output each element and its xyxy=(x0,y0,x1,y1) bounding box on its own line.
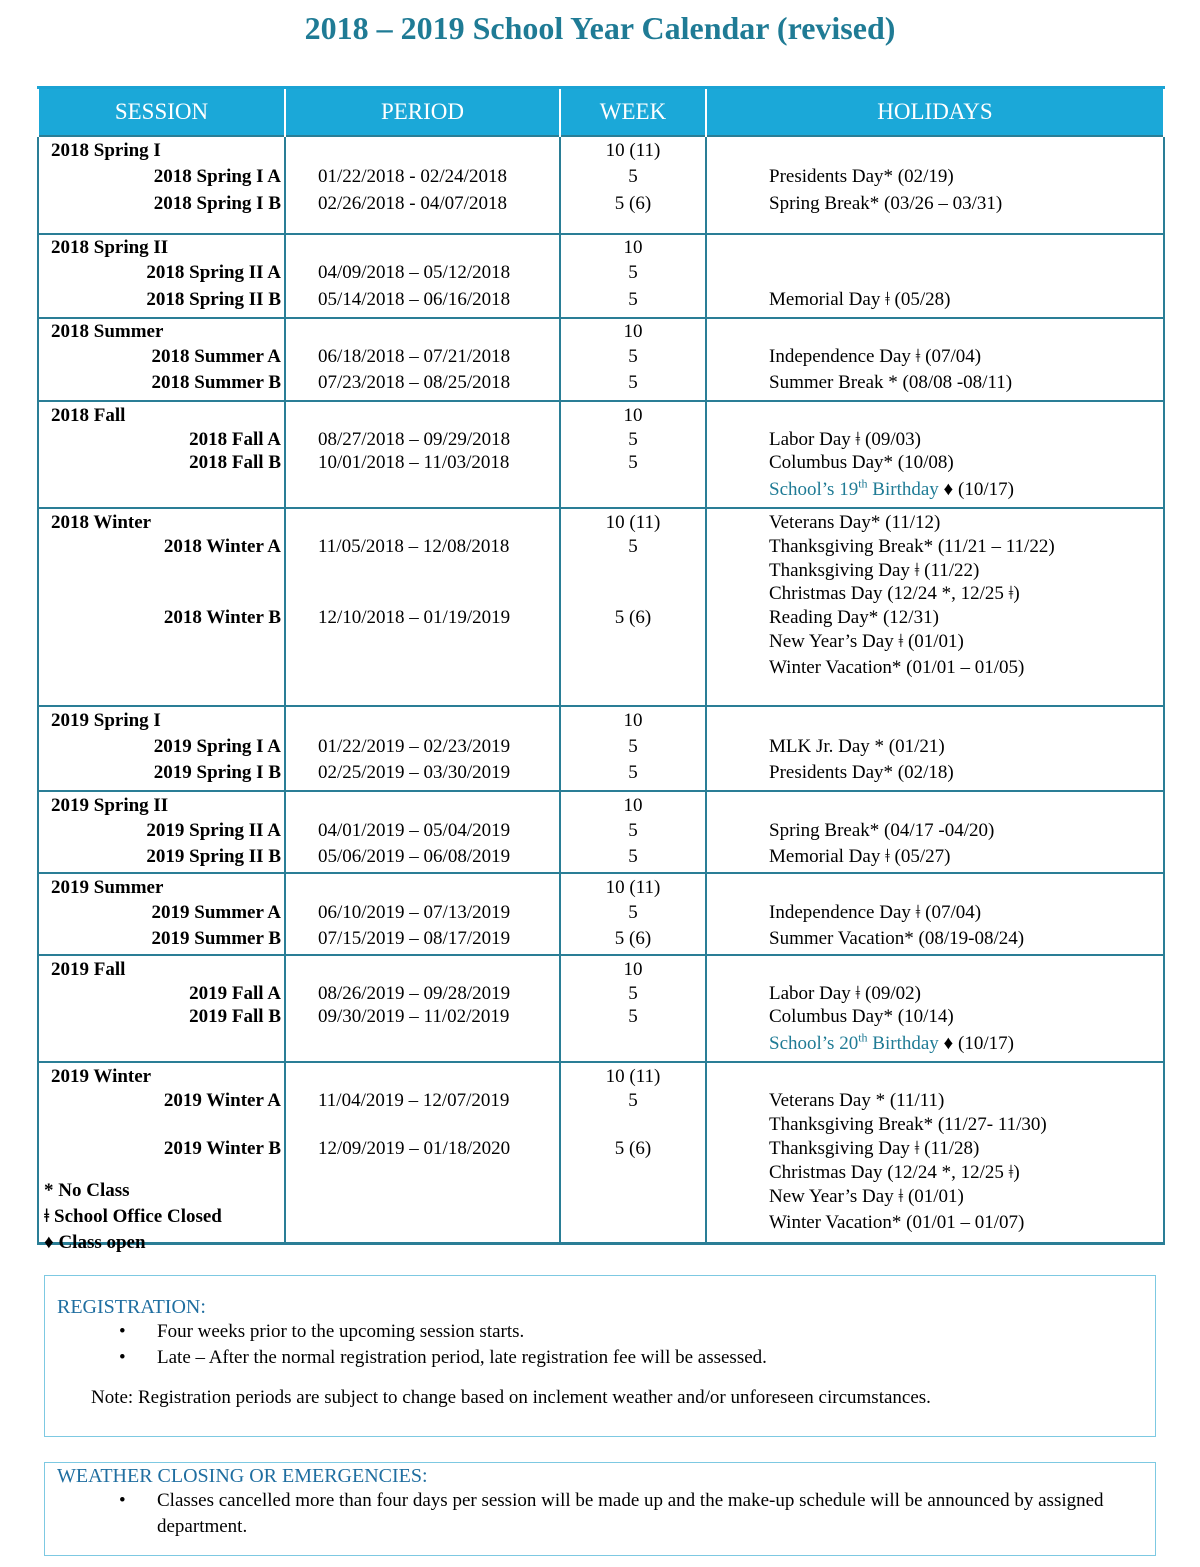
holidays-text xyxy=(707,794,1163,818)
week-cell xyxy=(560,401,706,508)
period-text: 02/25/2019 – 03/30/2019 xyxy=(318,762,511,783)
week-text: 5 xyxy=(628,846,638,867)
session-group-row xyxy=(38,873,1164,955)
holidays-text: Columbus Day* (10/14) xyxy=(769,1006,954,1027)
holidays-text: Winter Vacation* (01/01 – 01/07) xyxy=(769,1212,1025,1233)
session-cell xyxy=(38,318,285,401)
holidays-text xyxy=(707,958,1163,982)
week-text: 5 xyxy=(628,820,638,841)
week-text: 5 xyxy=(628,902,638,923)
period-text: 05/14/2018 – 06/16/2018 xyxy=(318,289,511,310)
weather-list xyxy=(57,1488,1155,1540)
period-cell xyxy=(285,706,560,791)
week-text: 5 xyxy=(628,429,638,450)
holidays-text xyxy=(707,876,1163,900)
subsession-name xyxy=(39,582,284,606)
week-cell xyxy=(560,1062,706,1244)
registration-box xyxy=(44,1275,1156,1437)
period-text: 04/01/2019 – 05/04/2019 xyxy=(318,820,511,841)
session-group-row xyxy=(38,508,1164,706)
holidays-cell xyxy=(706,1062,1164,1244)
legend xyxy=(44,1178,222,1256)
page-title: 2018 – 2019 School Year Calendar (revised) xyxy=(304,10,896,46)
week-cell xyxy=(560,791,706,873)
list-item xyxy=(57,1319,1155,1345)
subsession-name: 2018 Summer A xyxy=(151,346,281,367)
week-text xyxy=(561,582,705,606)
holidays-text: Christmas Day (12/24 *, 12/25 ǂ) xyxy=(769,583,1020,604)
session-cell xyxy=(38,791,285,873)
holidays-cell xyxy=(706,873,1164,955)
holidays-text: Veterans Day * (11/11) xyxy=(769,1090,945,1111)
period-text: 05/06/2019 – 06/08/2019 xyxy=(318,846,511,867)
holidays-text: Reading Day* (12/31) xyxy=(769,607,939,628)
calendar-table xyxy=(37,86,1165,1245)
holidays-text: Spring Break* (04/17 -04/20) xyxy=(769,820,995,841)
subsession-name: 2018 Winter B xyxy=(163,607,281,628)
period-cell xyxy=(285,401,560,508)
week-text: 5 (6) xyxy=(614,928,652,949)
period-text: 01/22/2018 - 02/24/2018 xyxy=(318,166,507,187)
holidays-text: Thanksgiving Day ǂ (11/28) xyxy=(769,1138,980,1159)
list-item xyxy=(57,1345,1155,1371)
holidays-text: Thanksgiving Day ǂ (11/22) xyxy=(769,560,980,581)
week-text: 10 xyxy=(623,959,643,980)
period-text: 07/15/2019 – 08/17/2019 xyxy=(318,928,511,949)
period-text xyxy=(286,1185,559,1209)
holidays-text: Presidents Day* (02/18) xyxy=(769,762,954,783)
period-text xyxy=(286,139,559,163)
session-group-row xyxy=(38,706,1164,791)
period-text: 06/18/2018 – 07/21/2018 xyxy=(318,346,511,367)
session-group-row xyxy=(38,955,1164,1062)
subsession-name: 2018 Summer B xyxy=(151,372,281,393)
session-name: 2018 Summer xyxy=(51,321,164,342)
subsession-name: 2018 Winter A xyxy=(163,536,281,557)
holidays-text: MLK Jr. Day * (01/21) xyxy=(769,736,945,757)
session-name: 2019 Spring II xyxy=(51,795,169,816)
calendar-body xyxy=(38,136,1164,1244)
period-cell xyxy=(285,136,560,234)
holidays-text: Columbus Day* (10/08) xyxy=(769,452,954,473)
holidays-text: New Year’s Day ǂ (01/01) xyxy=(769,631,964,652)
week-cell xyxy=(560,955,706,1062)
week-text xyxy=(561,1161,705,1185)
registration-heading: REGISTRATION: xyxy=(57,1296,206,1318)
period-text: 11/04/2019 – 12/07/2019 xyxy=(318,1090,510,1111)
period-text: 08/26/2019 – 09/28/2019 xyxy=(318,983,511,1004)
session-cell xyxy=(38,136,285,234)
holidays-cell xyxy=(706,706,1164,791)
subsession-name: 2018 Spring I B xyxy=(153,193,281,214)
header-period: PERIOD xyxy=(285,88,560,137)
subsession-name: 2019 Spring II B xyxy=(146,846,281,867)
bullet-icon: • xyxy=(119,1347,126,1368)
session-name: 2019 Fall xyxy=(51,959,126,980)
holidays-text: Memorial Day ǂ (05/28) xyxy=(769,289,951,310)
week-text: 5 xyxy=(628,372,638,393)
holidays-text: Winter Vacation* (01/01 – 01/05) xyxy=(769,657,1025,678)
week-text: 10 xyxy=(623,321,643,342)
period-text xyxy=(286,474,559,505)
period-text xyxy=(286,958,559,982)
legend-class-open: ♦ Class open xyxy=(44,1232,146,1253)
period-text: 11/05/2018 – 12/08/2018 xyxy=(318,536,510,557)
holidays-cell xyxy=(706,955,1164,1062)
holidays-text: Labor Day ǂ (09/03) xyxy=(769,429,921,450)
birthday-mark: ♦ (10/17) xyxy=(938,1033,1014,1054)
session-cell xyxy=(38,508,285,706)
holidays-text: New Year’s Day ǂ (01/01) xyxy=(769,1186,964,1207)
period-text xyxy=(286,654,559,681)
subsession-name: 2019 Spring II A xyxy=(146,820,281,841)
subsession-name: 2019 Fall B xyxy=(189,1006,281,1027)
week-cell xyxy=(560,136,706,234)
week-text xyxy=(561,1113,705,1137)
subsession-name: 2019 Spring I B xyxy=(153,762,281,783)
holidays-text: Independence Day ǂ (07/04) xyxy=(769,902,982,923)
period-text: 12/09/2019 – 01/18/2020 xyxy=(318,1138,511,1159)
holidays-text xyxy=(707,237,1163,259)
subsession-name: 2019 Summer A xyxy=(151,902,281,923)
week-text: 5 xyxy=(628,1090,638,1111)
birthday-label: School’s 19 xyxy=(769,479,859,500)
holidays-cell xyxy=(706,136,1164,234)
holidays-text: Memorial Day ǂ (05/27) xyxy=(769,846,951,867)
week-text: 5 xyxy=(628,536,638,557)
weather-heading: WEATHER CLOSING OR EMERGENCIES: xyxy=(57,1465,428,1487)
week-cell xyxy=(560,706,706,791)
subsession-name: 2019 Summer B xyxy=(151,928,281,949)
week-text: 5 xyxy=(628,762,638,783)
session-cell xyxy=(38,401,285,508)
week-text: 10 xyxy=(623,237,643,258)
birthday-word: Birthday xyxy=(867,479,939,500)
session-group-row xyxy=(38,136,1164,234)
week-cell xyxy=(560,508,706,706)
week-text xyxy=(561,474,705,505)
session-cell xyxy=(38,873,285,955)
period-text: 06/10/2019 – 07/13/2019 xyxy=(318,902,511,923)
holidays-text: Spring Break* (03/26 – 03/31) xyxy=(769,193,1003,214)
holidays-cell xyxy=(706,234,1164,318)
subsession-name: 2018 Spring I A xyxy=(153,166,281,187)
period-cell xyxy=(285,791,560,873)
period-text xyxy=(286,1028,559,1059)
holidays-text xyxy=(707,321,1163,343)
period-text: 07/23/2018 – 08/25/2018 xyxy=(318,372,511,393)
week-text: 10 (11) xyxy=(605,877,661,898)
week-text xyxy=(561,630,705,654)
period-cell xyxy=(285,318,560,401)
week-text: 10 (11) xyxy=(605,512,661,533)
birthday-ordinal: th xyxy=(858,476,868,491)
legend-no-class: * No Class xyxy=(44,1180,130,1201)
week-text: 5 xyxy=(628,262,638,283)
bullet-icon: • xyxy=(119,1490,126,1511)
session-name: 2019 Spring I xyxy=(51,710,161,731)
week-text xyxy=(561,1028,705,1059)
holidays-text: Christmas Day (12/24 *, 12/25 ǂ) xyxy=(769,1162,1020,1183)
subsession-name xyxy=(39,1028,284,1059)
period-text xyxy=(286,237,559,259)
holidays-text xyxy=(707,404,1163,428)
holidays-text xyxy=(707,1065,1163,1089)
week-text: 10 xyxy=(623,710,643,731)
period-text xyxy=(286,1209,559,1236)
week-text xyxy=(561,1185,705,1209)
session-name: 2018 Winter xyxy=(51,512,152,533)
holidays-cell xyxy=(706,318,1164,401)
subsession-name xyxy=(39,474,284,505)
period-text xyxy=(286,1113,559,1137)
list-item-text: Four weeks prior to the upcoming session starts. xyxy=(157,1321,525,1342)
session-group-row xyxy=(38,318,1164,401)
week-text: 5 xyxy=(628,736,638,757)
birthday-ordinal: th xyxy=(858,1030,868,1045)
subsession-name: 2019 Fall A xyxy=(189,983,281,1004)
holidays-cell xyxy=(706,508,1164,706)
subsession-name: 2018 Fall B xyxy=(189,452,281,473)
period-cell xyxy=(285,873,560,955)
list-item xyxy=(57,1488,1155,1540)
week-text: 5 (6) xyxy=(614,1138,652,1159)
session-cell xyxy=(38,955,285,1062)
week-text xyxy=(561,654,705,681)
subsession-name: 2018 Fall A xyxy=(189,429,281,450)
holidays-text: Summer Break * (08/08 -08/11) xyxy=(769,372,1013,393)
period-text xyxy=(286,404,559,428)
period-text: 01/22/2019 – 02/23/2019 xyxy=(318,736,511,757)
week-text: 10 (11) xyxy=(605,1066,661,1087)
week-cell xyxy=(560,318,706,401)
period-text xyxy=(286,511,559,535)
week-text: 5 xyxy=(628,289,638,310)
period-text: 09/30/2019 – 11/02/2019 xyxy=(318,1006,510,1027)
period-text: 10/01/2018 – 11/03/2018 xyxy=(318,452,510,473)
weather-box xyxy=(44,1462,1156,1556)
subsession-name xyxy=(39,654,284,681)
week-text: 10 xyxy=(623,405,643,426)
week-text: 5 (6) xyxy=(614,607,652,628)
subsession-name: 2019 Spring I A xyxy=(153,736,281,757)
birthday-label: School’s 20 xyxy=(769,1033,859,1054)
list-item-text: Classes cancelled more than four days per session will be made up and the make-up schedule will be announced by assigned department. xyxy=(157,1490,1104,1537)
header-week: WEEK xyxy=(560,88,706,137)
period-text xyxy=(286,321,559,343)
session-name: 2018 Spring I xyxy=(51,140,161,161)
period-text xyxy=(286,630,559,654)
session-name: 2018 Spring II xyxy=(51,237,169,258)
week-text: 5 (6) xyxy=(614,193,652,214)
registration-list xyxy=(57,1319,1155,1371)
legend-office-closed: ǂ School Office Closed xyxy=(44,1206,222,1227)
holidays-text: Veterans Day* (11/12) xyxy=(769,512,941,533)
period-cell xyxy=(285,234,560,318)
session-group-row xyxy=(38,234,1164,318)
bullet-icon: • xyxy=(119,1321,126,1342)
birthday-line xyxy=(707,474,1163,505)
period-text xyxy=(286,1161,559,1185)
week-text: 10 xyxy=(623,795,643,816)
period-text: 08/27/2018 – 09/29/2018 xyxy=(318,429,511,450)
session-cell xyxy=(38,234,285,318)
period-text: 04/09/2018 – 05/12/2018 xyxy=(318,262,511,283)
week-cell xyxy=(560,873,706,955)
subsession-name: 2019 Winter B xyxy=(163,1138,281,1159)
period-text xyxy=(286,582,559,606)
subsession-name xyxy=(39,1113,284,1137)
period-text: 02/26/2018 - 04/07/2018 xyxy=(318,193,507,214)
period-text xyxy=(286,1065,559,1089)
period-cell xyxy=(285,955,560,1062)
subsession-name: 2019 Winter A xyxy=(163,1090,281,1111)
holidays-text: Thanksgiving Break* (11/21 – 11/22) xyxy=(769,536,1055,557)
period-text xyxy=(286,559,559,582)
week-text xyxy=(561,1209,705,1236)
birthday-word: Birthday xyxy=(867,1033,939,1054)
week-cell xyxy=(560,234,706,318)
week-text: 5 xyxy=(628,166,638,187)
week-text: 5 xyxy=(628,1006,638,1027)
holidays-text: Summer Vacation* (08/19-08/24) xyxy=(769,928,1025,949)
list-item-text: Late – After the normal registration period, late registration fee will be assessed. xyxy=(157,1347,767,1368)
week-text: 5 xyxy=(628,983,638,1004)
session-name: 2019 Winter xyxy=(51,1066,152,1087)
holidays-text xyxy=(707,259,1163,286)
holidays-text xyxy=(707,709,1163,733)
period-text xyxy=(286,794,559,818)
period-text xyxy=(286,876,559,900)
holidays-cell xyxy=(706,401,1164,508)
session-group-row xyxy=(38,401,1164,508)
holidays-text: Thanksgiving Break* (11/27- 11/30) xyxy=(769,1114,1047,1135)
session-cell xyxy=(38,706,285,791)
period-cell xyxy=(285,1062,560,1244)
holidays-text: Presidents Day* (02/19) xyxy=(769,166,954,187)
session-name: 2018 Fall xyxy=(51,405,126,426)
period-text xyxy=(286,709,559,733)
period-cell xyxy=(285,508,560,706)
subsession-name: 2018 Spring II B xyxy=(146,289,281,310)
holidays-cell xyxy=(706,791,1164,873)
table-header-row xyxy=(38,88,1164,137)
subsession-name xyxy=(39,559,284,582)
birthday-mark: ♦ (10/17) xyxy=(938,479,1014,500)
holidays-text: Labor Day ǂ (09/02) xyxy=(769,983,921,1004)
session-group-row xyxy=(38,791,1164,873)
period-text: 12/10/2018 – 01/19/2019 xyxy=(318,607,511,628)
session-name: 2019 Summer xyxy=(51,877,164,898)
week-text: 10 (11) xyxy=(605,140,661,161)
header-holidays: HOLIDAYS xyxy=(706,88,1164,137)
header-session: SESSION xyxy=(38,88,285,137)
week-text: 5 xyxy=(628,346,638,367)
holidays-text xyxy=(707,139,1163,163)
registration-note: Note: Registration periods are subject to change based on inclement weather and/or unforeseen circumstances. xyxy=(91,1387,931,1408)
birthday-line xyxy=(707,1028,1163,1059)
week-text xyxy=(561,559,705,582)
subsession-name: 2018 Spring II A xyxy=(146,262,281,283)
holidays-text: Independence Day ǂ (07/04) xyxy=(769,346,982,367)
week-text: 5 xyxy=(628,452,638,473)
subsession-name xyxy=(39,630,284,654)
